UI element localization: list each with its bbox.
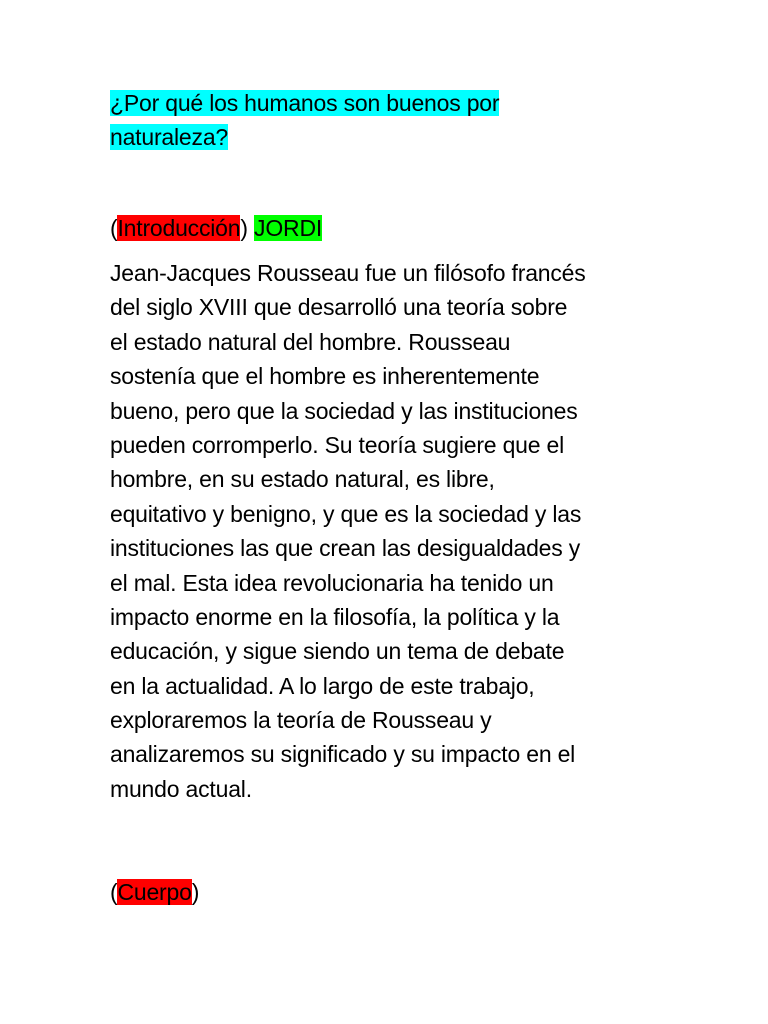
paragraph-line: analizaremos su significado y su impacto en el: [110, 741, 576, 768]
paragraph-line: equitativo y benigno, y que es la sociedad y las: [110, 500, 582, 527]
paragraph-line: mundo actual.: [110, 775, 252, 802]
paragraph-line: el mal. Esta idea revolucionaria ha tenido un: [110, 569, 554, 596]
intro-open-paren: (: [110, 215, 118, 241]
title-line-1: ¿Por qué los humanos son buenos por: [110, 90, 500, 116]
paragraph-line: pueden corromperlo. Su teoría sugiere que el: [110, 431, 565, 458]
paragraph-line: el estado natural del hombre. Rousseau: [110, 328, 511, 355]
body-open-paren: (: [110, 879, 118, 905]
paragraph-line: en la actualidad. A lo largo de este trabajo,: [110, 672, 535, 699]
body-label: Cuerpo: [117, 879, 192, 905]
paragraph-line: educación, y sigue siendo un tema de debate: [110, 638, 565, 665]
paragraph-line: del siglo XVIII que desarrolló una teoría sobre: [110, 294, 568, 321]
document-title: [110, 86, 670, 154]
intro-close-paren: ): [240, 215, 248, 241]
title-line-2: naturaleza?: [110, 124, 228, 150]
paragraph-line: hombre, en su estado natural, es libre,: [110, 466, 495, 493]
paragraph-line: exploraremos la teoría de Rousseau y: [110, 707, 492, 734]
paragraph-line: Jean-Jacques Rousseau fue un filósofo francés: [110, 260, 586, 286]
paragraph-line: impacto enorme en la filosofía, la política y la: [110, 603, 560, 630]
paragraph-line: bueno, pero que la sociedad y las instituciones: [110, 397, 578, 424]
body-section-heading: [110, 875, 199, 909]
paragraph-line: instituciones las que crean las desigualdades y: [110, 535, 581, 562]
intro-section-heading: [110, 211, 322, 245]
author-tag: JORDI: [254, 215, 323, 241]
paragraph-line: sostenía que el hombre es inherentemente: [110, 363, 540, 390]
intro-paragraph: [110, 256, 670, 806]
body-close-paren: ): [191, 879, 200, 905]
intro-label: Introducción: [117, 215, 241, 241]
